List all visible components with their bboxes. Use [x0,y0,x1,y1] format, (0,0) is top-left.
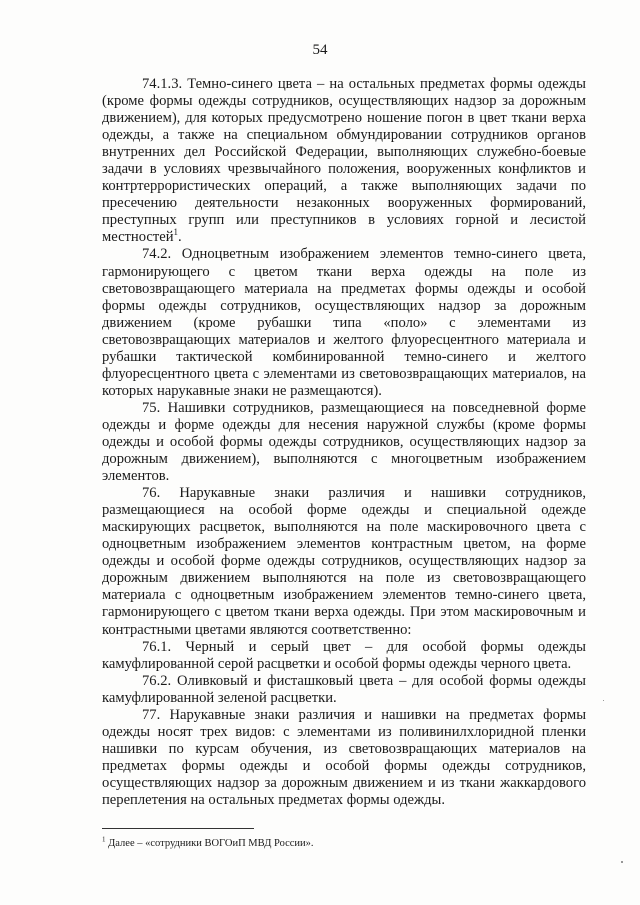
footnote-marker: 1 [102,835,106,844]
paragraph-75: 75. Нашивки сотрудников, размещающиеся на повседневной форме одежды и форме одежды для несения наружной службы (кроме формы одежды и особой формы одежды сотрудников, осуществляющих надзор за дорожным движением), выполняются с многоцветным изображением элементов. [102,399,586,485]
footnote [102,837,586,850]
page-number: 54 [312,42,328,58]
paragraph-76-2: 76.2. Оливковый и фисташковый цвета – для особой формы одежды камуфлированной зеленой расцветки. [102,672,586,706]
footnote-reference: 1 [173,227,179,238]
paragraph-tail: . [178,229,182,246]
document-body [102,76,586,809]
paragraph-74-1-3 [102,76,586,246]
paragraph-77: 77. Нарукавные знаки различия и нашивки на предметах формы одежды носят трех видов: с элементами из поливинилхлоридной пленки нашивки по курсам обучения, из световозвращающих материалов на предметах формы одежды и особой формы одежды сотрудников, осуществляющих надзор за дорожным движением и из ткани жаккардового переплетения на остальных предметах формы одежды. [102,706,586,808]
footnote-separator [102,828,254,829]
paragraph-text: 74.1.3. Темно-синего цвета – на остальных предметах формы одежды (кроме формы одежды сотрудников, осуществляющих надзор за дорожным движением), для которых предусмотрено ношение погон в цвет ткани верха одежды, а также на специальном обмундировании сотрудников органов внутренних дел Российской Федерации, выполняющих служебно-боевые задачи в условиях чрезвычайного положения, вооруженных конфликтов и контртеррористических операций, а также выполняющих задачи по пресечению деятельности незаконных вооруженных формирований, преступных групп или преступников в условиях горной и лесистой местностей [102,76,586,246]
paragraph-76-1: 76.1. Черный и серый цвет – для особой формы одежды камуфлированной серой расцветки и особой формы одежды черного цвета. [102,638,586,672]
paragraph-76: 76. Нарукавные знаки различия и нашивки сотрудников, размещающиеся на особой форме одежды и специальной одежде маскирующих расцветок, выполняются на поле маскировочного цвета с одноцветным изображением элементов контрастным цветом, на форме одежды и особой форме одежды сотрудников, осуществляющих надзор за дорожным движением выполняются на поле из световозвращающего материала с одноцветным изображением элементов темно-синего цвета, гармонирующего с цветом ткани верха одежды. При этом маскировочным и контрастными цветами являются соответственно: [102,485,586,638]
scan-speck [603,700,604,701]
paragraph-74-2: 74.2. Одноцветным изображением элементов темно-синего цвета, гармонирующего с цветом ткани верха одежды на поле из световозвращающего материала на предметах формы одежды и особой формы одежды сотрудников, осуществляющих надзор за дорожным движением (кроме рубашки типа «поло» с элементами из световозвращающих материалов и желтого флуоресцентного материала и рубашки тактической комбинированной темно-синего и желтого флуоресцентного цвета с элементами из световозвращающих материалов, на которых нарукавные знаки не размещаются). [102,246,586,399]
footnote-text: Далее – «сотрудники ВОГОиП МВД России». [105,838,314,849]
scan-speck [621,861,623,863]
